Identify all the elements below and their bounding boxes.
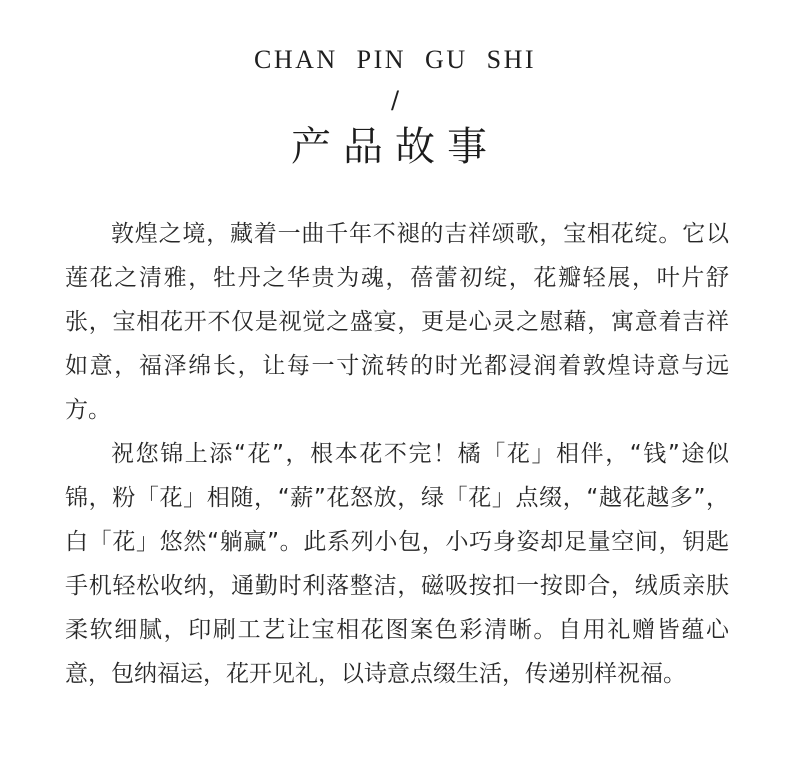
heading-divider-slash: / (390, 86, 400, 114)
section-header (0, 44, 790, 174)
page-title: 产品故事 (291, 124, 499, 170)
pinyin-heading: CHAN PIN GU SHI (253, 45, 536, 74)
story-body (65, 212, 729, 696)
story-paragraph-2: 祝您锦上添“花”，根本花不完！橘「花」相伴，“钱”途似锦，粉「花」相随，“薪”花怒放，绿「花」点缀，“越花越多”，白「花」悠然“躺赢”。此系列小包，小巧身姿却足量空间，钥匙手机轻松收纳，通勤时利落整洁，磁吸按扣一按即合，绒质亲肤柔软细腻，印刷工艺让宝相花图案色彩清晰。自用礼赠皆蕴心意，包纳福运，花开见礼，以诗意点缀生活，传递别样祝福。 (65, 441, 729, 687)
top-border (0, 0, 790, 3)
story-paragraph-1: 敦煌之境，藏着一曲千年不褪的吉祥颂歌，宝相花绽。它以莲花之清雅，牡丹之华贵为魂，蓓蕾初绽，花瓣轻展，叶片舒张，宝相花开不仅是视觉之盛宴，更是心灵之慰藉，寓意着吉祥如意，福泽绵长，让每一寸流转的时光都浸润着敦煌诗意与远方。 (65, 221, 729, 423)
